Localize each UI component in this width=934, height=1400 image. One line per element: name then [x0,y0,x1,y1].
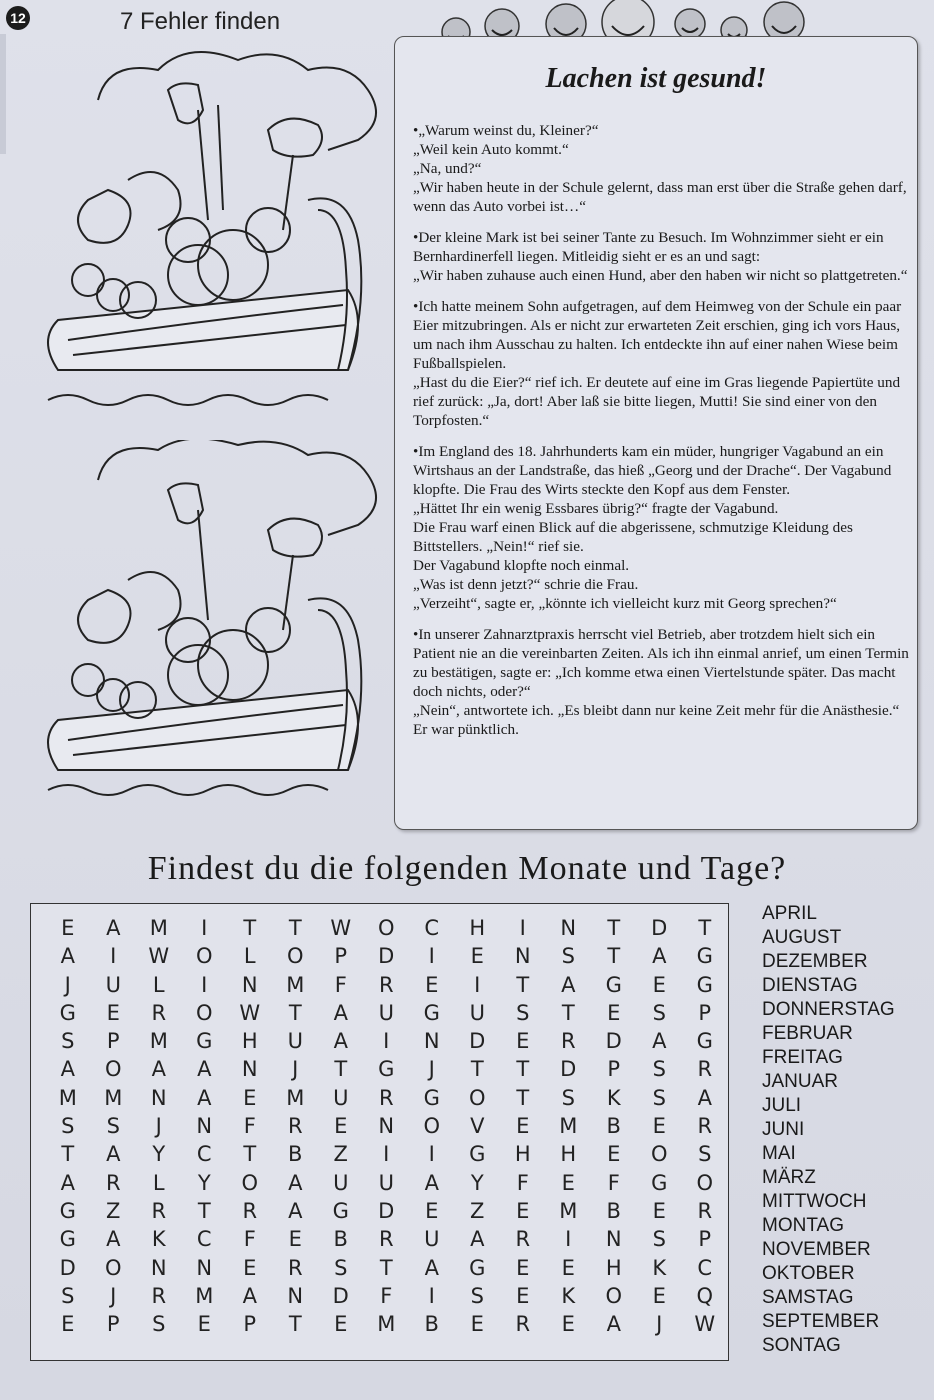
word-list-item: APRIL [762,903,817,924]
grid-letter: U [378,1000,394,1025]
grid-letter: I [428,1283,435,1308]
grid-letter: D [469,1029,486,1054]
grid-letter: G [423,1000,440,1025]
grid-letter: V [470,1114,485,1139]
grid-letter: W [694,1312,716,1337]
grid-row [45,1140,728,1168]
grid-letter: U [378,1170,394,1195]
grid-letter: I [565,1227,572,1252]
grid-letter: E [652,972,666,997]
grid-letter: T [288,916,302,940]
grid-letter: M [58,1085,77,1110]
grid-letter: N [423,1029,440,1054]
grid-letter: E [516,1283,530,1308]
grid-letter: O [195,1000,213,1025]
grid-letter: K [151,1227,166,1252]
joke-3 [413,297,909,430]
grid-letter: E [334,1312,348,1337]
grid-letter: O [377,916,395,940]
grid-letter: E [334,1114,348,1139]
grid-letter: G [332,1198,349,1223]
grid-letter: J [428,1057,435,1082]
word-list-item: SAMSTAG [762,1287,854,1308]
grid-letter: E [561,1255,575,1280]
grid-letter: N [241,972,258,997]
grid-letter: Z [333,1142,348,1167]
word-list-item: DIENSTAG [762,975,858,996]
grid-letter: C [196,1142,212,1167]
grid-letter: U [287,1029,303,1054]
grid-letter: M [377,1312,396,1337]
grid-letter: E [470,1312,484,1337]
word-list-item: JUNI [762,1119,805,1140]
grid-letter: R [378,1227,394,1252]
word-list [762,902,895,1358]
grid-letter: S [652,1227,666,1252]
grid-letter: E [470,944,484,969]
word-list-item: NOVEMBER [762,1239,871,1260]
joke-5 [413,625,909,739]
grid-letter: N [241,1057,258,1082]
grid-letter: J [110,1283,117,1308]
grid-row [45,1169,728,1197]
grid-letter: K [652,1255,667,1280]
grid-letter: G [59,1198,76,1223]
grid-letter: R [378,1085,394,1110]
word-list-item: FEBRUAR [762,1023,853,1044]
grid-letter: S [61,1114,75,1139]
grid-letter: O [423,1114,441,1139]
grid-letter: E [652,1114,666,1139]
grid-letter: S [61,1029,75,1054]
grid-letter: P [334,944,348,969]
word-list-item: MONTAG [762,1215,844,1236]
grid-letter: T [470,1057,484,1082]
grid-letter: D [651,916,668,940]
grid-letter: S [516,1000,530,1025]
word-list-item: AUGUST [762,927,842,948]
grid-letter: O [195,944,213,969]
grid-letter: J [292,1057,299,1082]
grid-letter: Z [106,1198,121,1223]
grid-letter: S [652,1085,666,1110]
grid-letter: A [652,944,667,969]
grid-letter: I [201,972,208,997]
grid-letter: S [652,1057,666,1082]
grid-letter: G [696,944,713,969]
grid-letter: A [242,1283,257,1308]
grid-letter: E [561,1170,575,1195]
grid-letter: R [378,972,394,997]
grid-letter: A [561,972,576,997]
grid-letter: S [698,1142,712,1167]
grid-letter: A [652,1029,667,1054]
word-list-item: SONTAG [762,1335,841,1356]
grid-letter: E [243,1255,257,1280]
grid-row [45,1282,728,1310]
page-number-badge: 12 [6,6,30,30]
word-list-item: OKTOBER [762,1263,855,1284]
grid-letter: O [605,1283,623,1308]
grid-letter: Y [470,1170,484,1195]
spot-difference-title: 7 Fehler finden [120,8,281,35]
grid-letter: A [288,1198,303,1223]
joke-2 [413,228,909,285]
joke-line: „Hast du die Eier?“ rief ich. Er deutete auf eine im Gras liegende Papiertüte und rief zurück: „Ja, dort! Aber laß sie bitte liegen, Mutti! Sie sind einer von den Torpfosten.“ [413,374,901,429]
joke-line: „Nein“, antwortete ich. „Es bleibt dann nur keine Zeit mehr für die Anästhesie.“ [413,702,900,719]
grid-letter: F [380,1283,393,1308]
grid-letter: B [333,1227,348,1252]
grid-letter: T [516,1085,530,1110]
grid-letter: O [104,1057,122,1082]
joke-line: Die Frau warf einen Blick auf die abgerissene, schmutzige Kleidung des Bittstellers. „Nein!“ rief sie. [413,519,853,555]
grid-letter: E [652,1198,666,1223]
grid-letter: M [286,972,305,997]
word-list-item: DEZEMBER [762,951,868,972]
grid-letter: I [474,972,481,997]
grid-letter: R [287,1114,303,1139]
word-list-item: DONNERSTAG [762,999,895,1020]
grid-letter: G [59,1000,76,1025]
grid-letter: A [697,1085,712,1110]
grid-letter: P [106,1312,120,1337]
grid-letter: R [242,1198,258,1223]
grid-letter: Z [470,1198,485,1223]
grid-letter: E [106,1000,120,1025]
word-list-item: MITTWOCH [762,1191,867,1212]
grid-letter: M [559,1114,578,1139]
grid-letter: T [61,1142,75,1167]
grid-letter: E [243,1085,257,1110]
grid-letter: E [516,1029,530,1054]
grid-letter: E [425,1198,439,1223]
grid-letter: F [607,1170,620,1195]
grid-letter: A [106,1142,121,1167]
grid-letter: H [605,1255,622,1280]
joke-line: „Wir haben zuhause auch einen Hund, aber den haben wir nicht so plattgetreten.“ [413,267,908,284]
grid-row [45,1027,728,1055]
grid-letter: T [516,972,530,997]
grid-row [45,914,728,942]
word-search-grid [45,914,728,1338]
grid-letter: H [560,1142,577,1167]
grid-letter: G [696,1029,713,1054]
grid-letter: A [60,944,75,969]
joke-line: •„Warum weinst du, Kleiner?“ [413,122,599,139]
grid-letter: D [378,1198,395,1223]
grid-letter: D [378,944,395,969]
grid-row [45,1084,728,1112]
word-list-item: SEPTEMBER [762,1311,880,1332]
joke-line: Er war pünktlich. [413,721,519,738]
grid-letter: G [196,1029,213,1054]
grid-letter: T [607,916,621,940]
jokes-list [413,121,909,751]
grid-letter: N [514,944,531,969]
grid-letter: T [607,944,621,969]
grid-letter: P [607,1057,621,1082]
grid-row [45,942,728,970]
grid-letter: P [106,1029,120,1054]
grid-letter: F [243,1227,256,1252]
grid-letter: P [698,1000,712,1025]
grid-letter: M [149,916,168,940]
word-list-item: MAI [762,1143,796,1164]
joke-line: •In unserer Zahnarztpraxis herrscht viel Betrieb, aber trotzdem hielt sich ein Patient nie an die vereinbarten Zeiten. Als ich ihn einmal anrief, um einen Termin zu bestätigen, sagte er: „Ich komme etwa einen Viertelstunde später. Das macht doch nichts, oder?“ [413,626,909,700]
grid-letter: Y [152,1142,166,1167]
grid-letter: A [333,1029,348,1054]
grid-letter: E [516,1255,530,1280]
grid-letter: A [606,1312,621,1337]
grid-letter: U [333,1085,349,1110]
grid-letter: I [110,944,117,969]
grid-letter: N [150,1085,167,1110]
grid-letter: O [650,1142,668,1167]
grid-letter: K [561,1283,576,1308]
grid-letter: J [656,1312,663,1337]
grid-letter: N [287,1283,304,1308]
grid-letter: R [151,1283,167,1308]
grid-letter: R [105,1170,121,1195]
grid-letter: T [243,1142,257,1167]
grid-letter: H [514,1142,531,1167]
grid-letter: E [516,1114,530,1139]
grid-letter: G [651,1170,668,1195]
grid-letter: S [106,1114,120,1139]
grid-letter: W [239,1000,261,1025]
grid-letter: A [288,1170,303,1195]
grid-letter: H [241,1029,258,1054]
grid-letter: T [288,1312,302,1337]
joke-line: •Ich hatte meinem Sohn aufgetragen, auf dem Heimweg von der Schule ein paar Eier mitzubringen. Als er nicht zur erwarteten Zeit erschien, ging ich vors Haus, um nach ihm Ausschau zu halten. Ich entdeckte ihn auf einer nahen Wiese beim Fußballspielen. [413,298,902,372]
grid-letter: U [333,1170,349,1195]
jokes-box [394,36,918,830]
grid-letter: A [424,1170,439,1195]
joke-line: „Hättet Ihr ein wenig Essbares übrig?“ fragte der Vagabund. [413,500,779,517]
grid-letter: Q [696,1283,714,1308]
grid-letter: L [152,1170,165,1195]
grid-letter: N [560,916,577,940]
grid-letter: R [515,1312,531,1337]
word-list-item: JANUAR [762,1071,839,1092]
grid-letter: R [697,1057,713,1082]
grid-letter: H [469,916,486,940]
grid-letter: G [378,1057,395,1082]
joke-line: „Na, und?“ [413,160,482,177]
grid-letter: P [698,1227,712,1252]
joke-line: Der Vagabund klopfte noch einmal. [413,557,630,574]
grid-letter: R [560,1029,576,1054]
grid-row [45,1254,728,1282]
grid-letter: E [607,1000,621,1025]
side-strip [0,34,6,154]
grid-letter: C [697,1255,713,1280]
grid-letter: M [559,1198,578,1223]
grid-letter: S [470,1283,484,1308]
grid-letter: S [652,1000,666,1025]
joke-line: „Verzeiht“, sagte er, „könnte ich vielleicht kurz mit Georg sprechen?“ [413,595,837,612]
joke-line: •Der kleine Mark ist bei seiner Tante zu Besuch. Im Wohnzimmer sieht er ein Bernhardinerfell liegen. Mitleidig sieht er es an und sagt: [413,229,884,265]
grid-letter: D [332,1283,349,1308]
word-list-item: FREITAG [762,1047,843,1068]
grid-letter: R [697,1114,713,1139]
grid-letter: N [605,1227,622,1252]
grid-row [45,1197,728,1225]
grid-letter: I [519,916,526,940]
grid-letter: C [424,916,440,940]
grid-letter: S [561,944,575,969]
joke-line: •Im England des 18. Jahrhunderts kam ein müder, hungriger Vagabund an ein Wirtshaus an der Landstraße, das hieß „Georg und der Drache“. Der Vagabund klopfte. Die Frau des Wirts steckte den Kopf aus dem Fenster. [413,443,892,498]
grid-letter: A [197,1085,212,1110]
joke-line: „Wir haben heute in der Schule gelernt, dass man erst über die Straße gehen darf, wenn das Auto vorbei ist…“ [413,179,907,215]
grid-letter: Y [197,1170,211,1195]
grid-letter: S [334,1255,348,1280]
grid-letter: T [561,1000,575,1025]
grid-letter: R [697,1198,713,1223]
grid-letter: A [106,916,121,940]
grid-row [45,1112,728,1140]
grid-row [45,999,728,1027]
grid-row [45,971,728,999]
grid-letter: G [605,972,622,997]
grid-letter: B [606,1198,621,1223]
grid-letter: F [243,1114,256,1139]
grid-letter: L [243,944,256,969]
grid-letter: E [561,1312,575,1337]
grid-letter: R [515,1227,531,1252]
grid-letter: U [424,1227,440,1252]
grid-letter: D [59,1255,76,1280]
grid-letter: A [151,1057,166,1082]
grid-letter: G [423,1085,440,1110]
grid-letter: O [104,1255,122,1280]
grid-letter: J [155,1114,162,1139]
grid-letter: E [607,1142,621,1167]
grid-letter: W [148,944,170,969]
grid-letter: M [104,1085,123,1110]
grid-row [45,1055,728,1083]
grid-letter: E [652,1283,666,1308]
grid-letter: G [696,972,713,997]
grid-letter: N [196,1255,213,1280]
grid-letter: J [64,972,71,997]
grid-letter: M [195,1283,214,1308]
grid-letter: A [106,1227,121,1252]
grid-letter: C [196,1227,212,1252]
grid-letter: S [561,1085,575,1110]
grid-letter: M [286,1085,305,1110]
grid-letter: I [201,916,208,940]
grid-letter: B [288,1142,303,1167]
grid-letter: A [333,1000,348,1025]
grid-letter: T [197,1198,211,1223]
word-search-title: Findest du die folgenden Monate und Tage? [147,850,787,887]
grid-letter: I [428,944,435,969]
grid-letter: B [424,1312,439,1337]
grid-letter: B [606,1114,621,1139]
grid-letter: O [696,1170,714,1195]
grid-letter: T [288,1000,302,1025]
grid-letter: G [469,1142,486,1167]
ark-illustration-differences [28,440,388,820]
grid-letter: O [241,1170,259,1195]
grid-letter: G [59,1227,76,1252]
grid-letter: E [61,1312,75,1337]
grid-letter: I [428,1142,435,1167]
joke-4 [413,442,909,613]
grid-letter: T [379,1255,393,1280]
grid-letter: K [606,1085,621,1110]
grid-letter: I [383,1029,390,1054]
grid-letter: U [105,972,121,997]
grid-letter: F [334,972,347,997]
grid-letter: N [196,1114,213,1139]
grid-letter: A [424,1255,439,1280]
grid-letter: G [469,1255,486,1280]
grid-letter: O [286,944,304,969]
grid-letter: R [151,1000,167,1025]
grid-letter: D [560,1057,577,1082]
grid-letter: R [151,1198,167,1223]
joke-1 [413,121,909,216]
grid-letter: R [287,1255,303,1280]
grid-letter: E [516,1198,530,1223]
joke-line: „Weil kein Auto kommt.“ [413,141,569,158]
grid-letter: E [425,972,439,997]
grid-letter: U [469,1000,485,1025]
grid-letter: O [468,1085,486,1110]
grid-letter: T [516,1057,530,1082]
grid-letter: M [149,1029,168,1054]
grid-letter: A [60,1057,75,1082]
grid-letter: N [378,1114,395,1139]
grid-letter: N [150,1255,167,1280]
grid-letter: T [243,916,257,940]
ark-illustration-original [28,40,388,420]
grid-letter: E [61,916,75,940]
grid-letter: F [516,1170,529,1195]
grid-letter: P [243,1312,257,1337]
grid-letter: D [605,1029,622,1054]
joke-line: „Was ist denn jetzt?“ schrie die Frau. [413,576,639,593]
grid-row [45,1225,728,1253]
word-list-item: JULI [762,1095,802,1116]
jokes-title: Lachen ist gesund! [545,63,767,94]
grid-letter: S [152,1312,166,1337]
grid-letter: E [288,1227,302,1252]
grid-letter: S [61,1283,75,1308]
grid-letter: T [698,916,712,940]
word-search-grid-box [30,903,729,1361]
grid-letter: A [197,1057,212,1082]
grid-row [45,1310,728,1338]
grid-letter: A [470,1227,485,1252]
grid-letter: W [330,916,352,940]
grid-letter: T [334,1057,348,1082]
grid-letter: A [60,1170,75,1195]
word-list-item: MÄRZ [762,1167,816,1188]
grid-letter: L [152,972,165,997]
grid-letter: I [383,1142,390,1167]
grid-letter: E [197,1312,211,1337]
